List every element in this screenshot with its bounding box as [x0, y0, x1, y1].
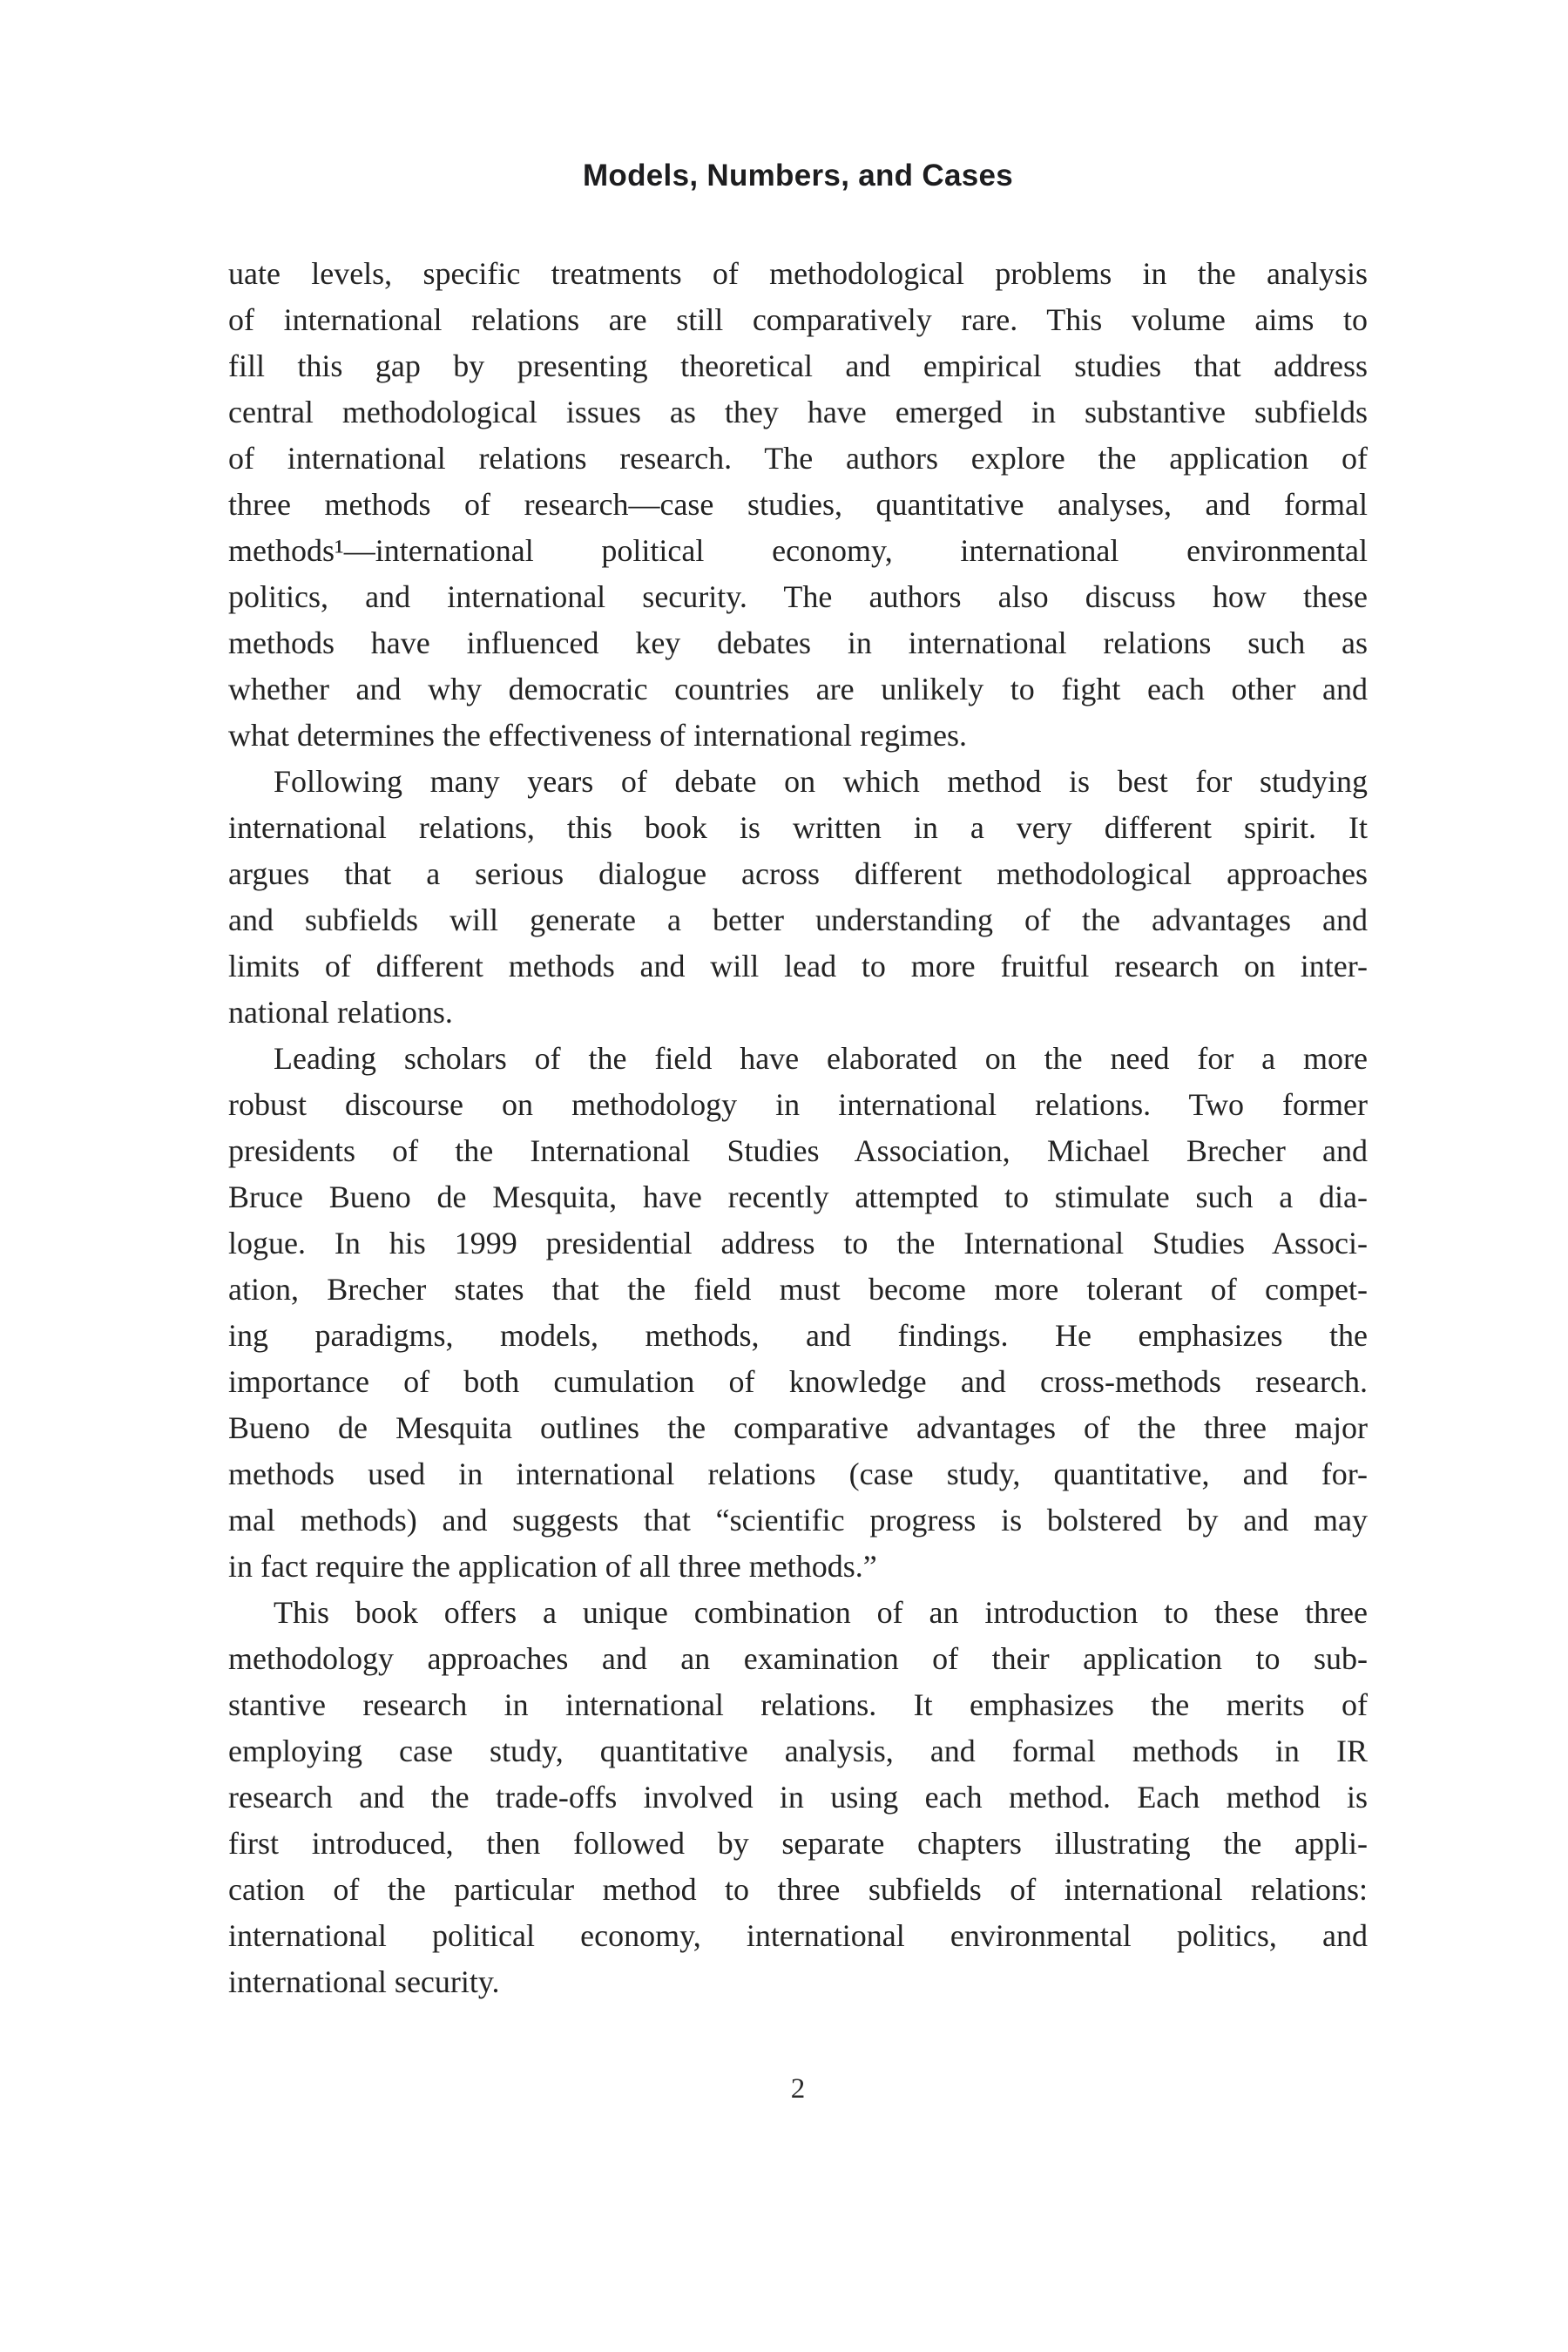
text-line: presidents of the International Studies Association, Michael Brecher and — [228, 1133, 1368, 1168]
text-line: logue. In his 1999 presidential address to the International Studies Associ- — [228, 1226, 1368, 1260]
text-line: ation, Brecher states that the field must become more tolerant of compet- — [228, 1272, 1368, 1307]
text-line: of international relations research. The authors explore the application of — [228, 441, 1368, 476]
text-line: Following many years of debate on which method is best for studying — [274, 764, 1368, 799]
text-line: fill this gap by presenting theoretical and empirical studies that address — [228, 348, 1368, 383]
text-line: importance of both cumulation of knowledge and cross-methods research. — [228, 1364, 1368, 1399]
text-line: ing paradigms, models, methods, and findings. He emphasizes the — [228, 1318, 1368, 1353]
text-line: politics, and international security. The authors also discuss how these — [228, 579, 1368, 614]
text-line: limits of different methods and will lead to more fruitful research on inter- — [228, 949, 1368, 983]
text-line: first introduced, then followed by separate chapters illustrating the appli- — [228, 1826, 1368, 1861]
text-line: what determines the effectiveness of international regimes. — [228, 718, 968, 753]
text-line: uate levels, specific treatments of methodological problems in the analysis — [228, 256, 1368, 291]
text-line: methods used in international relations (case study, quantitative, and for- — [228, 1456, 1368, 1491]
text-line: research and the trade-offs involved in using each method. Each method is — [228, 1780, 1368, 1815]
text-line: methods have influenced key debates in international relations such as — [228, 625, 1368, 660]
body-text — [228, 251, 1368, 2005]
text-line: This book offers a unique combination of an introduction to these three — [274, 1595, 1368, 1630]
text-line: international political economy, international environmental politics, and — [228, 1918, 1368, 1953]
text-line: and subfields will generate a better understanding of the advantages and — [228, 902, 1368, 937]
text-line: whether and why democratic countries are unlikely to fight each other and — [228, 672, 1368, 706]
paragraph — [228, 1590, 1368, 2005]
text-line: Bueno de Mesquita outlines the comparative advantages of the three major — [228, 1410, 1368, 1445]
text-line: international security. — [228, 1964, 500, 1999]
page-number: 2 — [790, 2073, 806, 2105]
text-line: stantive research in international relations. It emphasizes the merits of — [228, 1687, 1368, 1722]
text-line: of international relations are still comparatively rare. This volume aims to — [228, 302, 1368, 337]
text-line: cation of the particular method to three subfields of international relations: — [228, 1872, 1368, 1907]
text-line: central methodological issues as they have emerged in substantive subfields — [228, 395, 1368, 429]
text-line: Bruce Bueno de Mesquita, have recently attempted to stimulate such a dia- — [228, 1179, 1368, 1214]
text-line: Leading scholars of the field have elaborated on the need for a more — [274, 1041, 1368, 1076]
text-line: employing case study, quantitative analysis, and formal methods in IR — [228, 1734, 1368, 1768]
text-line: in fact require the application of all three methods.” — [228, 1549, 877, 1584]
text-line: national relations. — [228, 995, 453, 1030]
text-line: methods¹—international political economy, international environmental — [228, 533, 1368, 568]
running-head: Models, Numbers, and Cases — [582, 159, 1014, 193]
paragraph — [228, 759, 1368, 1036]
text-line: methodology approaches and an examination of their application to sub- — [228, 1641, 1368, 1676]
paragraph — [228, 251, 1368, 759]
text-line: robust discourse on methodology in international relations. Two former — [228, 1087, 1368, 1122]
text-line: argues that a serious dialogue across different methodological approaches — [228, 856, 1368, 891]
text-line: mal methods) and suggests that “scientific progress is bolstered by and may — [228, 1503, 1368, 1538]
text-line: three methods of research—case studies, quantitative analyses, and formal — [228, 487, 1368, 522]
paragraph — [228, 1036, 1368, 1590]
text-line: international relations, this book is written in a very different spirit. It — [228, 810, 1368, 845]
